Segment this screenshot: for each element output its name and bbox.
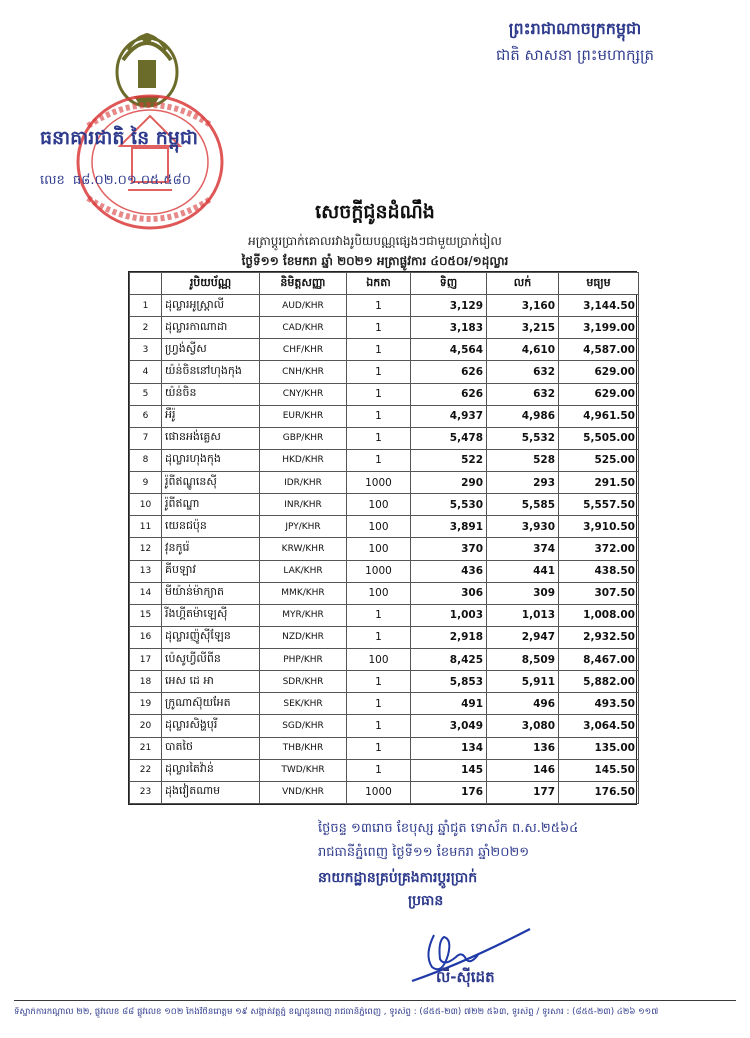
buy-rate: 5,853: [411, 671, 487, 693]
table-row: [130, 538, 639, 560]
buy-rate: 8,425: [411, 649, 487, 671]
currency-symbol: CHF/KHR: [260, 339, 347, 361]
reference-number: [40, 172, 191, 191]
sell-rate: 632: [487, 361, 559, 383]
buy-rate: 2,918: [411, 626, 487, 648]
table-row: [130, 494, 639, 516]
currency-name: ដុល្លារអូស្ត្រាលី: [162, 295, 260, 317]
sell-rate: 136: [487, 737, 559, 759]
reference-value: ធ៨.០២.០១.០៥.៥៨០: [72, 173, 191, 188]
table-row: [130, 449, 639, 471]
average-rate: 629.00: [559, 383, 639, 405]
header-average: មធ្យម: [559, 273, 639, 295]
currency-name: ដុល្លារតៃវ៉ាន់: [162, 759, 260, 781]
sell-rate: 441: [487, 560, 559, 582]
currency-name: រ៉ូពីឥណ្ឌា: [162, 494, 260, 516]
row-number: 13: [130, 560, 162, 582]
currency-name: យ៉ន់ចិននៅហុងកុង: [162, 361, 260, 383]
row-number: 18: [130, 671, 162, 693]
header-sell: លក់: [487, 273, 559, 295]
buy-rate: 145: [411, 759, 487, 781]
average-rate: 176.50: [559, 781, 639, 803]
sell-rate: 374: [487, 538, 559, 560]
average-rate: 5,882.00: [559, 671, 639, 693]
currency-unit: 100: [347, 649, 411, 671]
currency-name: ដុល្លារហុងកុង: [162, 449, 260, 471]
lunar-date: ថ្ងៃចន្ទ ១៣រោច ខែបុស្ស ឆ្នាំជូត ទោស័ក ព.ស.២៥៦៤: [318, 821, 579, 836]
currency-unit: 1: [347, 449, 411, 471]
row-number: 19: [130, 693, 162, 715]
row-number: 5: [130, 383, 162, 405]
sell-rate: 528: [487, 449, 559, 471]
table-row: [130, 781, 639, 803]
currency-symbol: VND/KHR: [260, 781, 347, 803]
currency-symbol: CNH/KHR: [260, 361, 347, 383]
exchange-rate-table: [128, 271, 637, 805]
sell-rate: 3,160: [487, 295, 559, 317]
department-name: នាយកដ្ឋានគ្រប់គ្រងការប្ដូរប្រាក់: [318, 870, 478, 886]
average-rate: 372.00: [559, 538, 639, 560]
row-number: 2: [130, 317, 162, 339]
row-number: 15: [130, 604, 162, 626]
currency-unit: 1: [347, 427, 411, 449]
table-row: [130, 339, 639, 361]
currency-symbol: THB/KHR: [260, 737, 347, 759]
average-rate: 525.00: [559, 449, 639, 471]
currency-name: ផោនអង់គ្លេស: [162, 427, 260, 449]
sell-rate: 293: [487, 472, 559, 494]
currency-name: រ៉ូពីឥណ្ឌូនេស៊ី: [162, 472, 260, 494]
currency-symbol: AUD/KHR: [260, 295, 347, 317]
currency-symbol: KRW/KHR: [260, 538, 347, 560]
table-row: [130, 604, 639, 626]
currency-symbol: HKD/KHR: [260, 449, 347, 471]
currency-name: គីបឡាវ: [162, 560, 260, 582]
sell-rate: 5,585: [487, 494, 559, 516]
currency-symbol: MMK/KHR: [260, 582, 347, 604]
currency-name: អឺរ៉ូ: [162, 405, 260, 427]
currency-unit: 1: [347, 671, 411, 693]
header-symbol: និមិត្តសញ្ញា: [260, 273, 347, 295]
row-number: 22: [130, 759, 162, 781]
currency-symbol: LAK/KHR: [260, 560, 347, 582]
header-unit: ឯកតា: [347, 273, 411, 295]
sell-rate: 632: [487, 383, 559, 405]
buy-rate: 491: [411, 693, 487, 715]
row-number: 16: [130, 626, 162, 648]
currency-unit: 1: [347, 361, 411, 383]
buy-rate: 306: [411, 582, 487, 604]
table-row: [130, 405, 639, 427]
row-number: 21: [130, 737, 162, 759]
buy-rate: 3,183: [411, 317, 487, 339]
row-number: 9: [130, 472, 162, 494]
currency-name: មីយ៉ាន់ម៉ាក្យាត: [162, 582, 260, 604]
bank-name: ធនាគារជាតិ នៃ កម្ពុជា: [40, 127, 198, 149]
average-rate: 2,932.50: [559, 626, 639, 648]
average-rate: 135.00: [559, 737, 639, 759]
row-number: 12: [130, 538, 162, 560]
buy-rate: 436: [411, 560, 487, 582]
currency-name: ដុល្លារកាណាដា: [162, 317, 260, 339]
buy-rate: 3,891: [411, 516, 487, 538]
sell-rate: 496: [487, 693, 559, 715]
place-date: រាជធានីភ្នំពេញ ថ្ងៃទី១១ ខែមករា ឆ្នាំ២០២១: [318, 845, 530, 860]
row-number: 8: [130, 449, 162, 471]
sell-rate: 8,509: [487, 649, 559, 671]
row-number: 10: [130, 494, 162, 516]
currency-unit: 1: [347, 405, 411, 427]
currency-symbol: INR/KHR: [260, 494, 347, 516]
buy-rate: 370: [411, 538, 487, 560]
currency-unit: 1000: [347, 472, 411, 494]
header-number: [130, 273, 162, 295]
table-row: [130, 516, 639, 538]
table-row: [130, 295, 639, 317]
row-number: 7: [130, 427, 162, 449]
sell-rate: 146: [487, 759, 559, 781]
currency-symbol: EUR/KHR: [260, 405, 347, 427]
average-rate: 3,144.50: [559, 295, 639, 317]
currency-unit: 1: [347, 693, 411, 715]
reference-prefix: លេខ: [40, 173, 65, 188]
currency-symbol: CAD/KHR: [260, 317, 347, 339]
buy-rate: 522: [411, 449, 487, 471]
buy-rate: 4,937: [411, 405, 487, 427]
signer-name: លី-ស៊ីដេត: [436, 968, 495, 986]
currency-unit: 1000: [347, 781, 411, 803]
table-row: [130, 671, 639, 693]
currency-unit: 1: [347, 604, 411, 626]
currency-unit: 100: [347, 538, 411, 560]
kingdom-header: [460, 18, 690, 68]
document-subtitle: អត្រាប្ដូរប្រាក់គោលរវាងរូបិយបណ្ណផ្សេងៗជាមួយប្រាក់រៀល: [248, 234, 502, 248]
row-number: 17: [130, 649, 162, 671]
footer-divider: [14, 1000, 736, 1001]
table-row: [130, 649, 639, 671]
currency-symbol: PHP/KHR: [260, 649, 347, 671]
buy-rate: 5,530: [411, 494, 487, 516]
currency-unit: 1: [347, 715, 411, 737]
table-row: [130, 361, 639, 383]
header-currency: រូបិយប័ណ្ណ: [162, 273, 260, 295]
currency-unit: 1000: [347, 560, 411, 582]
sell-rate: 4,986: [487, 405, 559, 427]
sell-rate: 5,911: [487, 671, 559, 693]
currency-unit: 100: [347, 582, 411, 604]
sell-rate: 4,610: [487, 339, 559, 361]
row-number: 14: [130, 582, 162, 604]
buy-rate: 134: [411, 737, 487, 759]
currency-unit: 1: [347, 295, 411, 317]
row-number: 6: [130, 405, 162, 427]
average-rate: 8,467.00: [559, 649, 639, 671]
average-rate: 1,008.00: [559, 604, 639, 626]
average-rate: 4,961.50: [559, 405, 639, 427]
table-row: [130, 427, 639, 449]
row-number: 20: [130, 715, 162, 737]
buy-rate: 1,003: [411, 604, 487, 626]
currency-unit: 100: [347, 516, 411, 538]
table-row: [130, 693, 639, 715]
currency-symbol: CNY/KHR: [260, 383, 347, 405]
average-rate: 3,064.50: [559, 715, 639, 737]
currency-symbol: TWD/KHR: [260, 759, 347, 781]
bank-address: ទីស្នាក់ការកណ្តាល ២២, ផ្លូវលេខ ៨៨ ផ្លូវលេខ ១០២ កែងវិថីនរោត្តម ១៩ សង្កាត់វត្តភ្នំ ខណ្ឌដូនពេញ រាជធានីភ្នំពេញ , ទូរស័ព្ទ : (៨៥៥-២៣) ៧២២ ៥៦៣, ទូរស័ព្ទ / ទូរសារ : (៨៥៥-២៣) ៤២៦ ១១៧: [14, 1007, 659, 1017]
row-number: 11: [130, 516, 162, 538]
rate-date-line: ថ្ងៃទី១១ ខែមករា ឆ្នាំ ២០២១ អត្រាផ្លូវការ ៤០៥០៛/១ដុល្លារ: [241, 254, 509, 268]
table-row: [130, 560, 639, 582]
kingdom-title: ព្រះរាជាណាចក្រកម្ពុជា: [508, 19, 642, 38]
currency-name: ប៉េសូហ្វីលីពីន: [162, 649, 260, 671]
table-row: [130, 715, 639, 737]
buy-rate: 5,478: [411, 427, 487, 449]
row-number: 4: [130, 361, 162, 383]
buy-rate: 176: [411, 781, 487, 803]
signer-role: ប្រធាន: [408, 893, 444, 909]
currency-name: យ៉ន់ចិន: [162, 383, 260, 405]
average-rate: 145.50: [559, 759, 639, 781]
average-rate: 5,557.50: [559, 494, 639, 516]
average-rate: 629.00: [559, 361, 639, 383]
currency-symbol: MYR/KHR: [260, 604, 347, 626]
table-row: [130, 383, 639, 405]
kingdom-motto: ជាតិ សាសនា ព្រះមហាក្សត្រ: [495, 46, 655, 64]
average-rate: 3,910.50: [559, 516, 639, 538]
currency-name: ក្រូណាស៊ុយអែត: [162, 693, 260, 715]
currency-name: យេនជប៉ុន: [162, 516, 260, 538]
average-rate: 5,505.00: [559, 427, 639, 449]
table-row: [130, 626, 639, 648]
buy-rate: 626: [411, 383, 487, 405]
table-header-row: [130, 273, 639, 295]
table-row: [130, 472, 639, 494]
currency-name: អេស ដេ អា: [162, 671, 260, 693]
sell-rate: 3,215: [487, 317, 559, 339]
average-rate: 438.50: [559, 560, 639, 582]
sell-rate: 2,947: [487, 626, 559, 648]
table-row: [130, 759, 639, 781]
buy-rate: 290: [411, 472, 487, 494]
buy-rate: 3,049: [411, 715, 487, 737]
currency-symbol: SEK/KHR: [260, 693, 347, 715]
table-row: [130, 737, 639, 759]
average-rate: 493.50: [559, 693, 639, 715]
buy-rate: 3,129: [411, 295, 487, 317]
currency-symbol: GBP/KHR: [260, 427, 347, 449]
table-row: [130, 317, 639, 339]
sell-rate: 3,080: [487, 715, 559, 737]
buy-rate: 4,564: [411, 339, 487, 361]
row-number: 3: [130, 339, 162, 361]
table-row: [130, 582, 639, 604]
average-rate: 291.50: [559, 472, 639, 494]
row-number: 23: [130, 781, 162, 803]
currency-symbol: SDR/KHR: [260, 671, 347, 693]
currency-symbol: JPY/KHR: [260, 516, 347, 538]
header-buy: ទិញ: [411, 273, 487, 295]
currency-unit: 1: [347, 759, 411, 781]
average-rate: 307.50: [559, 582, 639, 604]
row-number: 1: [130, 295, 162, 317]
currency-symbol: NZD/KHR: [260, 626, 347, 648]
currency-unit: 1: [347, 737, 411, 759]
document-title: សេចក្ដីជូនដំណឹង: [315, 201, 435, 223]
currency-symbol: IDR/KHR: [260, 472, 347, 494]
currency-unit: 100: [347, 494, 411, 516]
currency-name: រីងហ្គីតម៉ាឡេស៊ី: [162, 604, 260, 626]
currency-name: វុនកូរ៉េ: [162, 538, 260, 560]
currency-name: ដុល្លារសិង្ហបុរី: [162, 715, 260, 737]
sell-rate: 5,532: [487, 427, 559, 449]
currency-unit: 1: [347, 383, 411, 405]
currency-name: ហ្វ្រង់ស្វីស: [162, 339, 260, 361]
currency-symbol: SGD/KHR: [260, 715, 347, 737]
currency-name: ដុល្លារញ៉ូស៊ីឡែន: [162, 626, 260, 648]
sell-rate: 3,930: [487, 516, 559, 538]
average-rate: 4,587.00: [559, 339, 639, 361]
currency-name: ដុងវៀតណាម: [162, 781, 260, 803]
sell-rate: 1,013: [487, 604, 559, 626]
buy-rate: 626: [411, 361, 487, 383]
currency-unit: 1: [347, 626, 411, 648]
sell-rate: 309: [487, 582, 559, 604]
currency-unit: 1: [347, 339, 411, 361]
currency-name: បាតថៃ: [162, 737, 260, 759]
currency-unit: 1: [347, 317, 411, 339]
average-rate: 3,199.00: [559, 317, 639, 339]
sell-rate: 177: [487, 781, 559, 803]
